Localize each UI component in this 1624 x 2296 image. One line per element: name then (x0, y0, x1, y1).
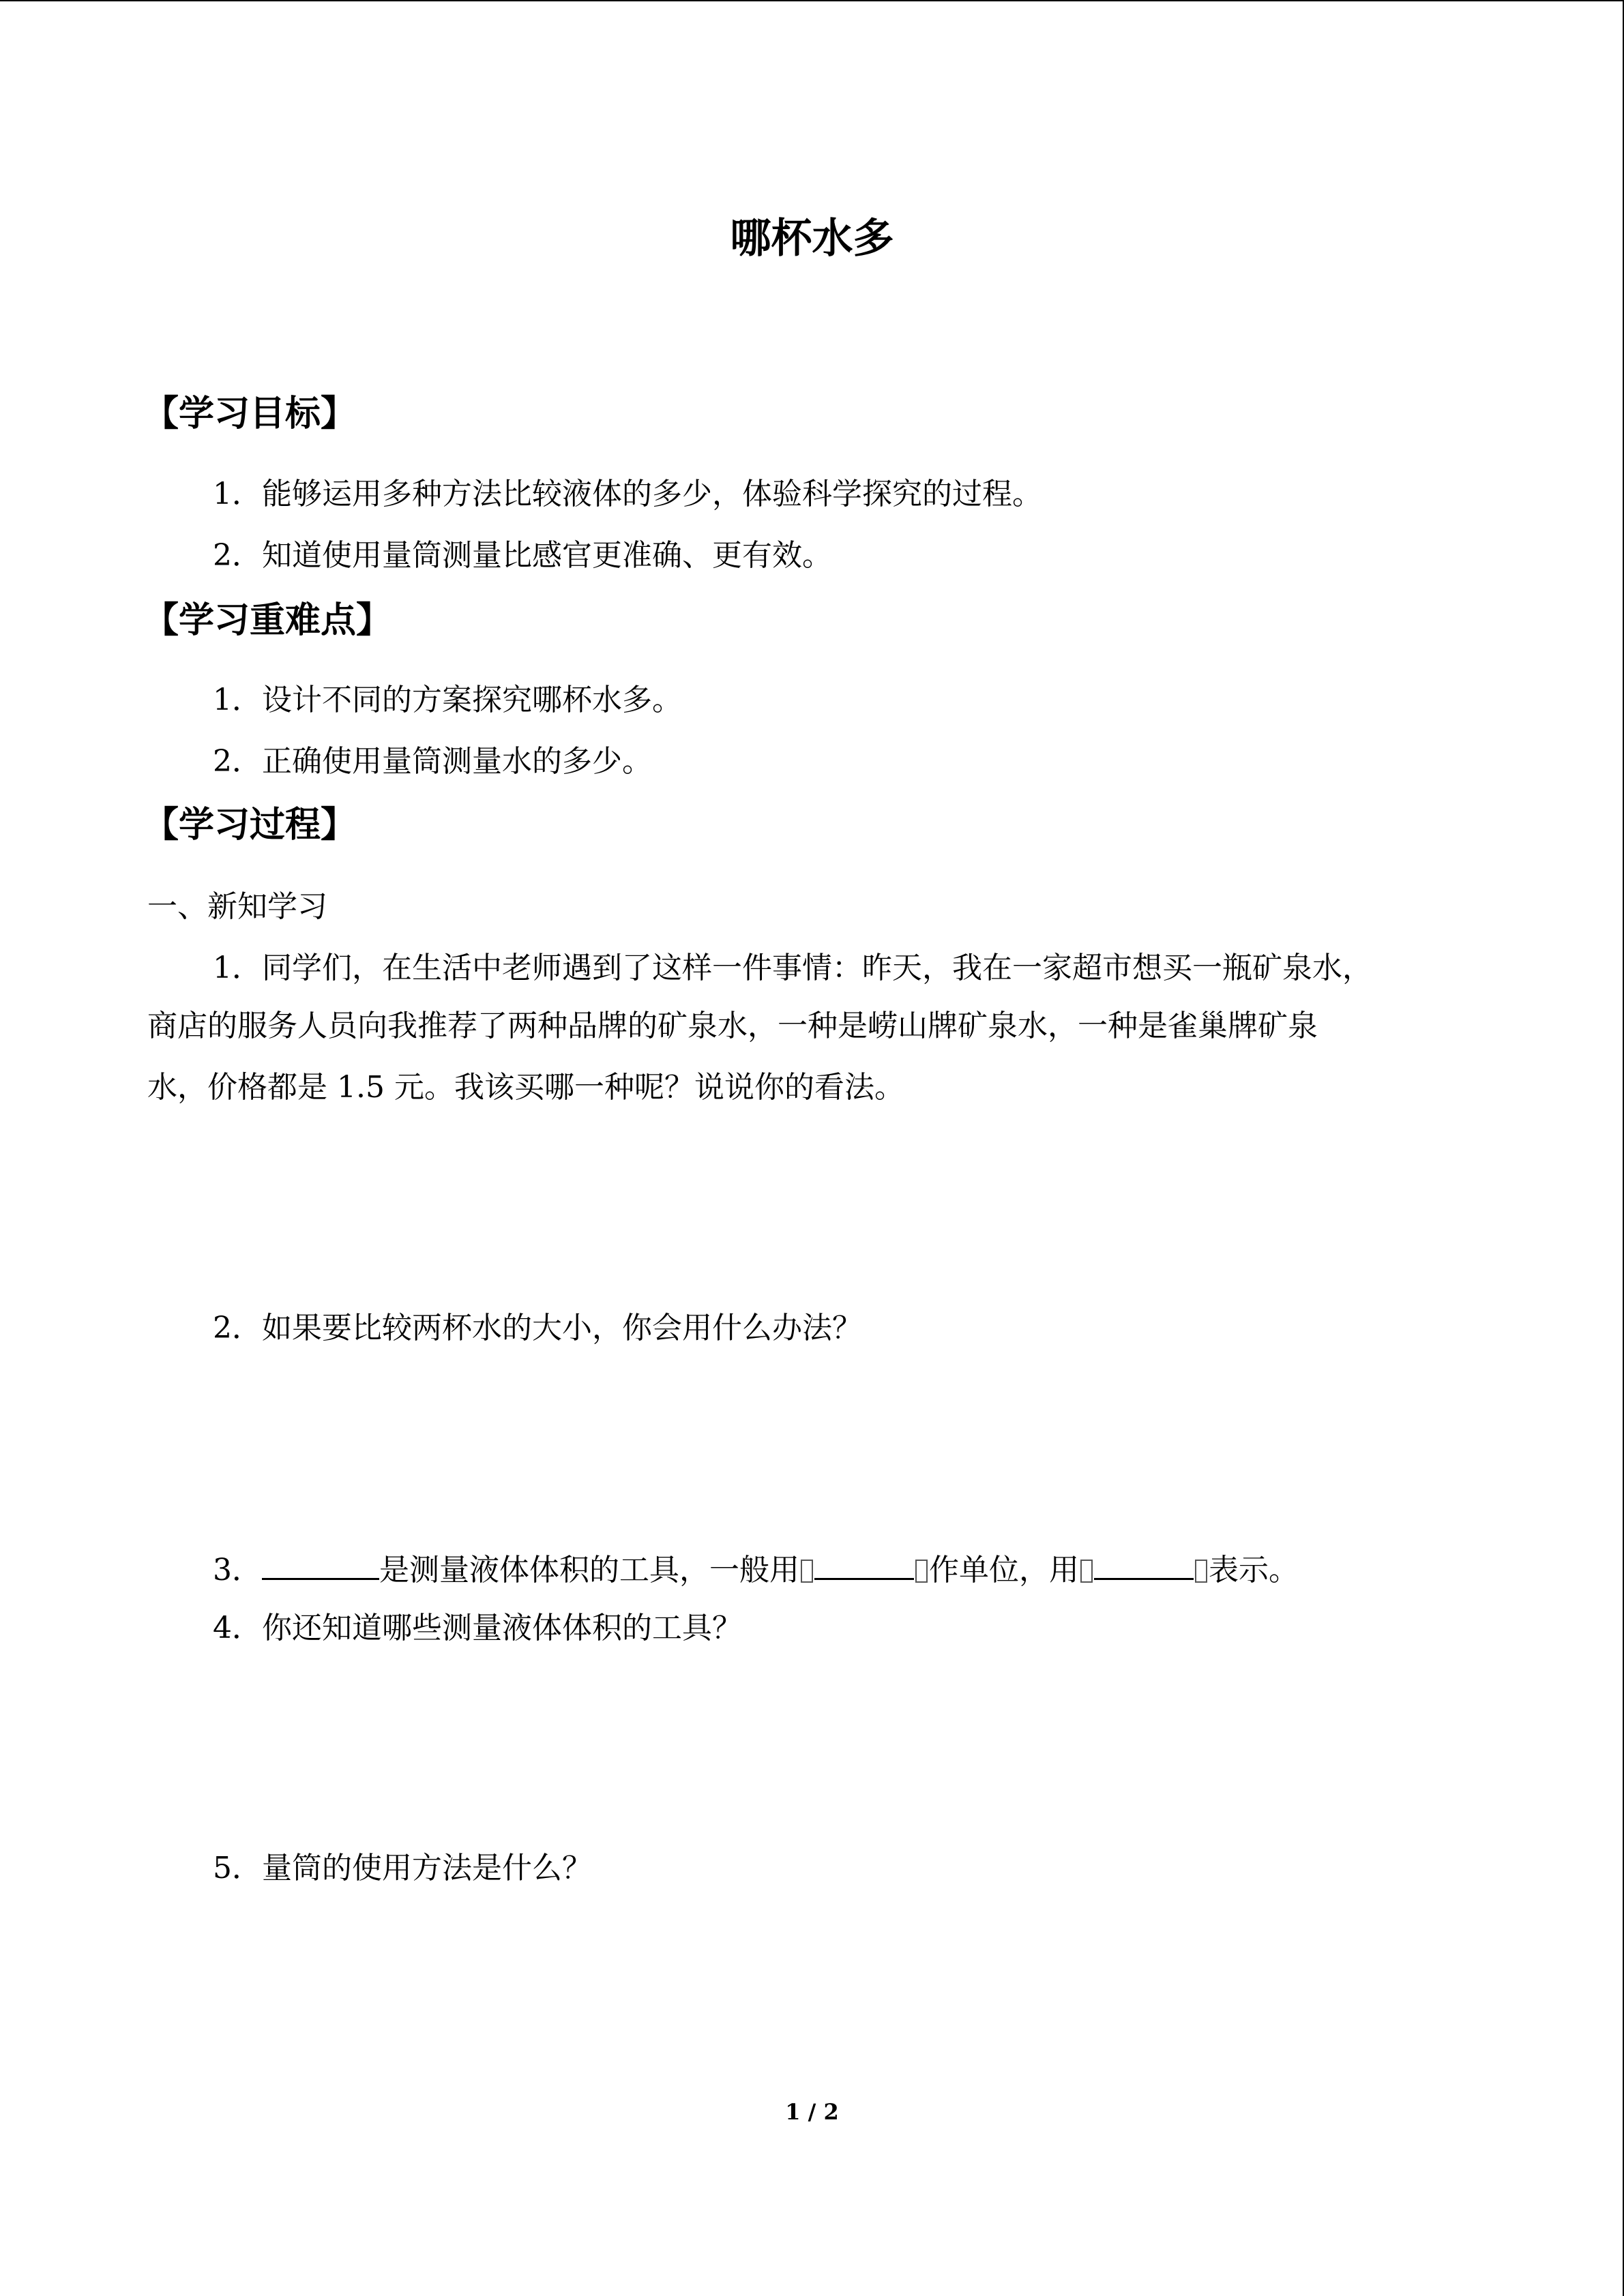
key-point-item-2: 2．正确使用量筒测量水的多少。 (213, 744, 652, 779)
question-1-line-3: 水，价格都是 1.5 元。我该买哪一种呢？说说你的看法。 (147, 1070, 904, 1105)
goal-item-1: 1．能够运用多种方法比较液体的多少，体验科学探究的过程。 (213, 477, 1042, 511)
goal-item-2: 2．知道使用量筒测量比感官更准确、更有效。 (213, 538, 832, 573)
question-1-line-1: 1．同学们，在生活中老师遇到了这样一件事情：昨天，我在一家超市想买一瓶矿泉水， (213, 951, 1372, 985)
question-1-line-2: 商店的服务人员向我推荐了两种品牌的矿泉水，一种是崂山牌矿泉水，一种是雀巢牌矿泉 (147, 1009, 1318, 1043)
fill-blank-tool[interactable] (262, 1548, 379, 1580)
placeholder-box (915, 1560, 928, 1583)
heading-learning-goals: 【学习目标】 (143, 393, 357, 434)
question-5: 5．量筒的使用方法是什么？ (213, 1851, 592, 1885)
key-point-item-1: 1．设计不同的方案探究哪杯水多。 (213, 683, 682, 717)
document-title: 哪杯水多 (730, 215, 894, 263)
fill-blank-unit[interactable] (814, 1548, 914, 1580)
question-3-text-1: 是测量液体体积的工具，一般用 (379, 1553, 799, 1587)
heading-key-points: 【学习重难点】 (143, 600, 392, 641)
page-number: 1 / 2 (785, 2099, 839, 2125)
question-3-text-3: 表示。 (1209, 1553, 1299, 1587)
placeholder-box (801, 1560, 813, 1583)
page-border-top (0, 0, 1624, 1)
placeholder-box (1195, 1560, 1207, 1583)
question-4: 4．你还知道哪些测量液体体积的工具？ (213, 1611, 742, 1645)
question-3-text-2: 作单位，用 (929, 1553, 1079, 1587)
question-3-number: 3． (213, 1553, 262, 1587)
heading-learning-process: 【学习过程】 (143, 805, 357, 846)
placeholder-box (1080, 1560, 1093, 1583)
question-2: 2．如果要比较两杯水的大小，你会用什么办法？ (213, 1311, 862, 1345)
question-3 (213, 1548, 1299, 1591)
fill-blank-symbol[interactable] (1094, 1548, 1194, 1580)
subheading-new-knowledge: 一、新知学习 (147, 889, 327, 924)
